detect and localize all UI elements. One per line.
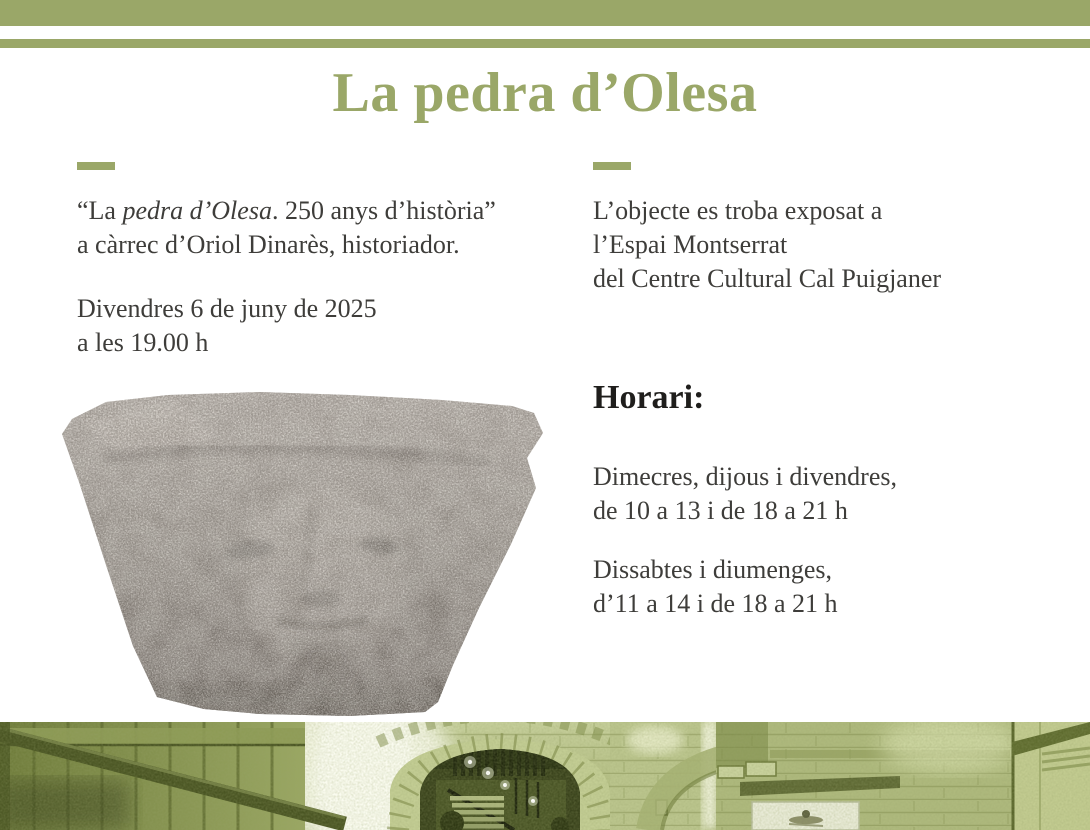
talk-title-suffix: . 250 anys d’història”: [271, 196, 496, 225]
talk-title-line: [77, 194, 582, 262]
talk-date-line: Divendres 6 de juny de 2025: [77, 294, 377, 323]
location-line-3: del Centre Cultural Cal Puigjaner: [593, 264, 942, 293]
top-band-thin: [0, 39, 1090, 48]
schedule-days-2: Dissabtes i diumenges,: [593, 555, 833, 584]
left-column-dash: [77, 162, 115, 170]
talk-speaker-line: a càrrec d’Oriol Dinarès, historiador.: [77, 230, 460, 259]
page-title: La pedra d’Olesa: [332, 62, 758, 124]
talk-time-line: a les 19.00 h: [77, 328, 209, 357]
talk-info-block: [77, 194, 582, 360]
talk-title-prefix: “La: [77, 196, 123, 225]
stone-body: [50, 392, 550, 717]
right-column-dash: [593, 162, 631, 170]
schedule-hours-2: d’11 a 14 i de 18 a 21 h: [593, 589, 838, 618]
schedule-entry: [593, 460, 1083, 528]
top-band-thick: [0, 0, 1090, 26]
talk-title-italic: pedra d’Olesa: [122, 196, 272, 225]
venue-photo-graphic: [0, 722, 1090, 830]
schedule-entry: [593, 553, 1083, 621]
stone-photo: [50, 392, 550, 717]
schedule-days-1: Dimecres, dijous i divendres,: [593, 462, 897, 491]
schedule-heading: Horari:: [593, 379, 705, 416]
stone-photo-graphic: [50, 392, 550, 717]
location-line-1: L’objecte es troba exposat a: [593, 196, 883, 225]
location-line-2: l’Espai Montserrat: [593, 230, 788, 259]
location-block: [593, 194, 1083, 296]
talk-datetime: [77, 292, 582, 360]
schedule-hours-1: de 10 a 13 i de 18 a 21 h: [593, 496, 848, 525]
venue-photo: [0, 722, 1090, 830]
